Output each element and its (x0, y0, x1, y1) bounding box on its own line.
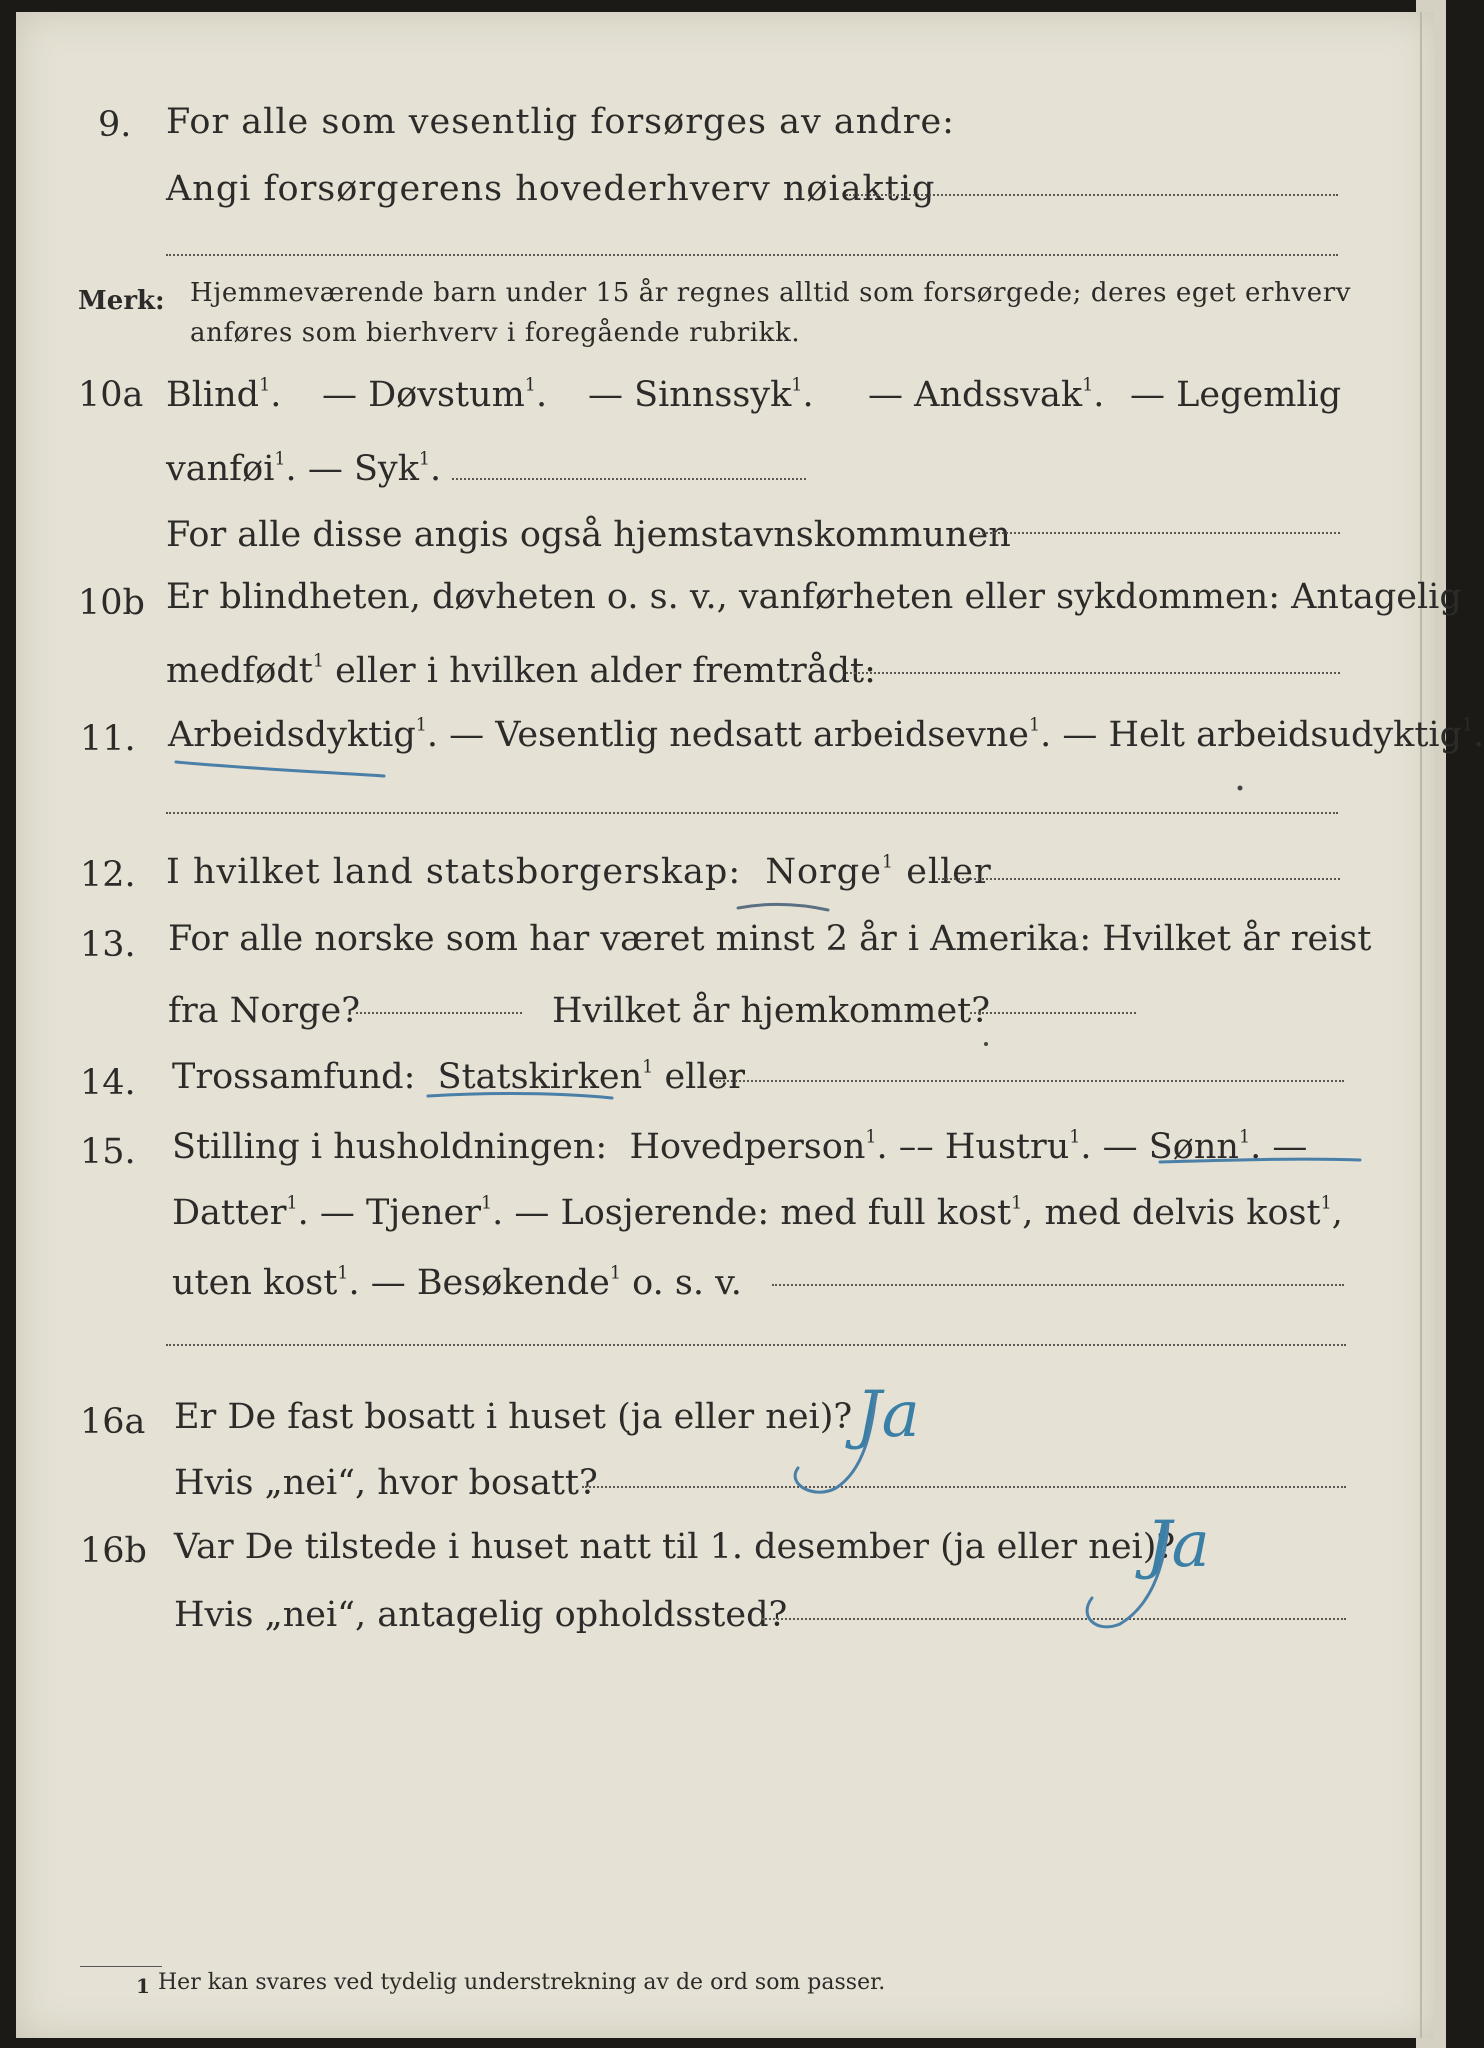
q10a-blind: Blind$^1$. (166, 375, 282, 415)
q12-number: 12. (80, 855, 136, 895)
q15-number: 15. (80, 1132, 136, 1172)
q16a-line2: Hvis „nei“, hvor bosatt? (174, 1463, 598, 1503)
q9-line2: Angi forsørgerens hovederhverv nøiaktig (166, 169, 936, 209)
q10a-dovstum: — Døvstum$^1$. (322, 375, 548, 415)
q11-number: 11. (80, 719, 136, 759)
q10a-number: 10a (78, 375, 144, 415)
q14-number: 14. (80, 1063, 136, 1103)
q16b-handwritten-answer: Ja (1146, 1508, 1210, 1582)
q9-answer-line-2 (166, 254, 1338, 256)
q10a-line3: For alle disse angis også hjemstavnskommunen (166, 515, 1011, 555)
q15-line2: Datter$^1$. — Tjener$^1$. — Losjerende: med full kost$^1$, med delvis kost$^1$, (172, 1193, 1343, 1233)
q9-line1: For alle som vesentlig forsørges av andre: (166, 102, 955, 142)
q10b-answer-line (846, 672, 1340, 674)
q14-line: Trossamfund: Statskirken$^1$ eller (172, 1057, 745, 1097)
q10a-line2: vanføi$^1$. — Syk$^1$. (166, 449, 442, 489)
merk-label: Merk: (78, 286, 165, 316)
q9-number: 9. (98, 105, 132, 145)
q16b-answer-line (762, 1618, 1346, 1620)
q12-answer-line (938, 878, 1340, 880)
q16a-answer-line (582, 1486, 1346, 1488)
q10a-legemlig: — Legemlig (1130, 375, 1342, 415)
q10a-sinnssyk: — Sinnssyk$^1$. (588, 375, 814, 415)
q13-line1: For alle norske som har været minst 2 år i Amerika: Hvilket år reist (168, 919, 1372, 959)
q10b-line2: medfødt$^1$ eller i hvilken alder fremtrådt: (166, 651, 876, 691)
q14-answer-line (716, 1080, 1344, 1082)
q9-answer-line (846, 194, 1338, 196)
merk-line1: Hjemmeværende barn under 15 år regnes alltid som forsørgede; deres eget erhverv (190, 278, 1352, 308)
q16b-line1: Var De tilstede i huset natt til 1. desember (ja eller nei)? (174, 1527, 1176, 1567)
q15-answer-line-2 (166, 1344, 1346, 1346)
footnote-rule (80, 1966, 162, 1967)
q16a-line1: Er De fast bosatt i huset (ja eller nei)? (174, 1397, 853, 1437)
q16a-number: 16a (80, 1402, 146, 1442)
q10a-andssvak: — Andssvak$^1$. (868, 375, 1105, 415)
q13-line2a: fra Norge? (168, 991, 360, 1031)
page-edge (1420, 12, 1422, 2038)
q11-line: Arbeidsdyktig$^1$. — Vesentlig nedsatt arbeidsevne$^1$. — Helt arbeidsudyktig$^1$. (168, 715, 1484, 755)
q10a-answer-line (452, 478, 806, 480)
q16a-handwritten-answer: Ja (856, 1378, 920, 1452)
q16b-number: 16b (80, 1531, 147, 1571)
q10b-number: 10b (78, 583, 145, 623)
q10b-line1: Er blindheten, døvheten o. s. v., vanførheten eller sykdommen: Antagelig (166, 577, 1462, 617)
q15-line3: uten kost$^1$. — Besøkende$^1$ o. s. v. (172, 1263, 742, 1303)
q15-answer-line (772, 1284, 1344, 1286)
q12-line: I hvilket land statsborgerskap: Norge$^1$ eller (166, 852, 992, 892)
q13-number: 13. (80, 925, 136, 965)
footnote-text: Her kan svares ved tydelig understrekning av de ord som passer. (158, 1970, 886, 1995)
q10a-hjemstavn-line (978, 532, 1340, 534)
q13-hjemkommet-line (970, 1012, 1136, 1014)
q11-answer-line (166, 812, 1338, 814)
q13-line2b: Hvilket år hjemkommet? (552, 991, 991, 1031)
merk-line2: anføres som bierhverv i foregående rubrikk. (190, 318, 801, 348)
footnote-mark: 1 (136, 1974, 150, 1998)
q13-reist-line (356, 1012, 522, 1014)
q16b-line2: Hvis „nei“, antagelig opholdssted? (174, 1595, 788, 1635)
q15-line1: Stilling i husholdningen: Hovedperson$^1$. –– Hustru$^1$. — Sønn$^1$. — (172, 1127, 1308, 1167)
